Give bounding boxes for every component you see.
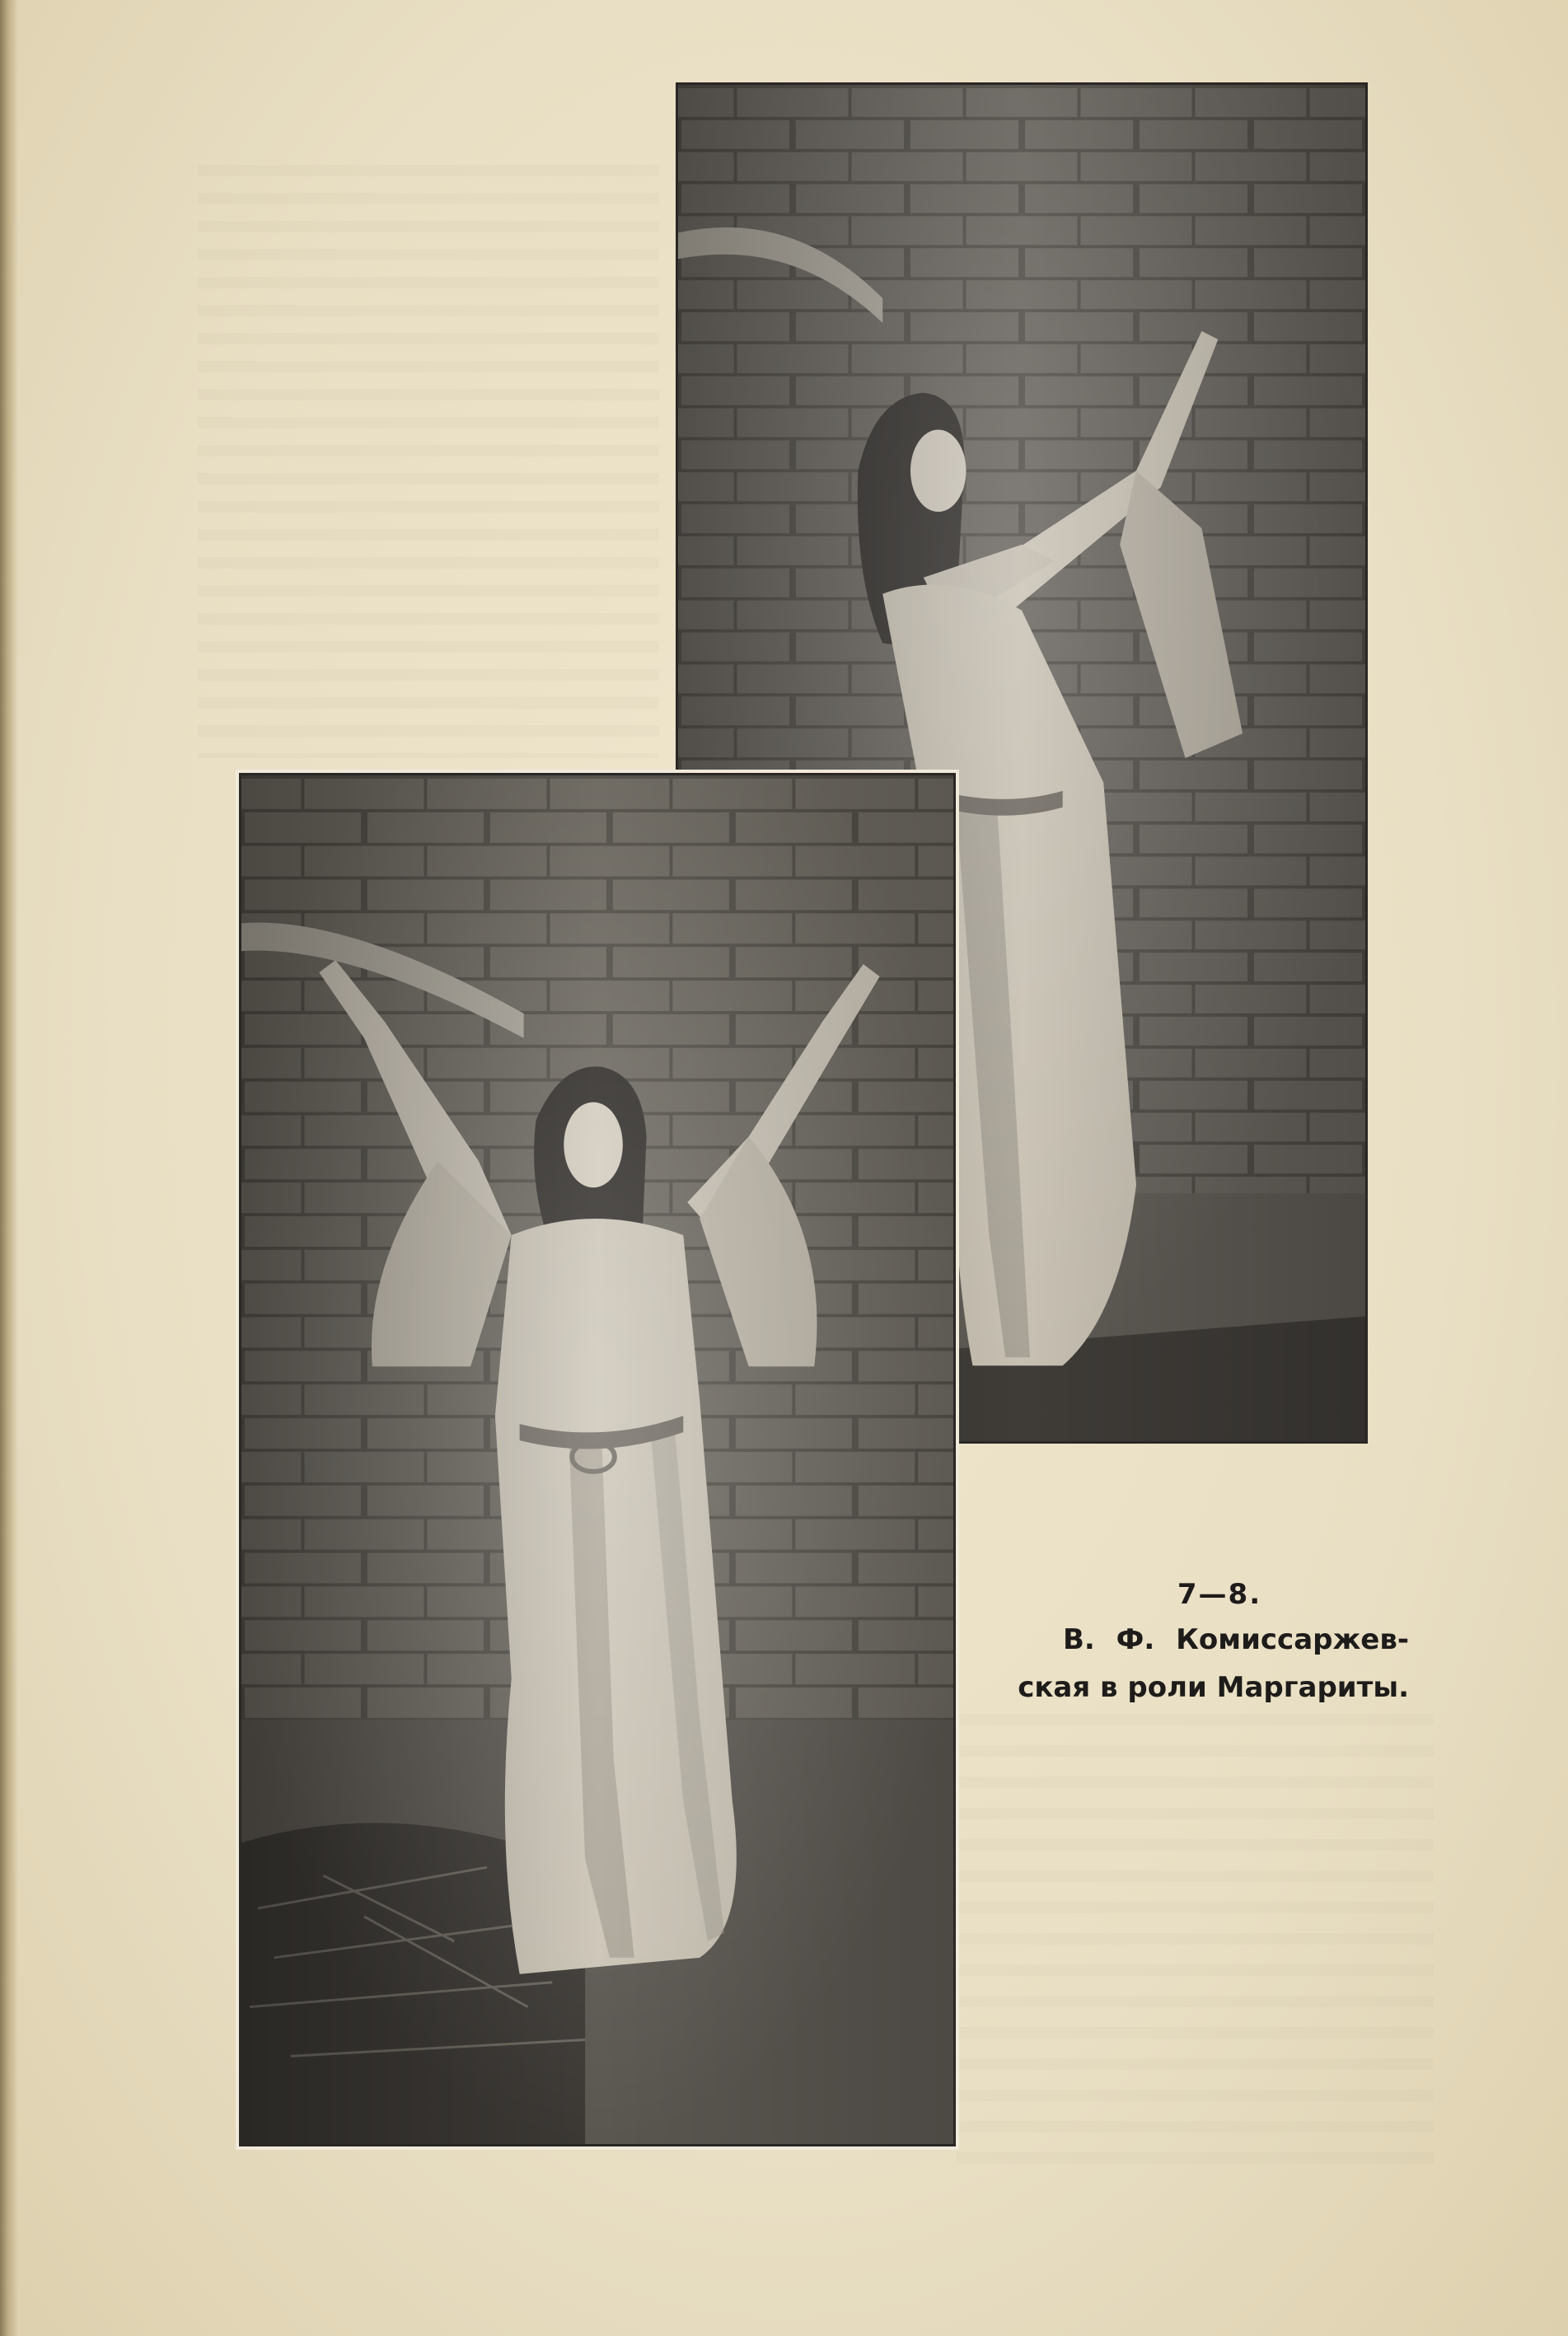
caption-line-1: В. Ф. Комиссаржев-: [1062, 1623, 1409, 1656]
bleed-through-text-top: [198, 165, 659, 758]
photo-lower-left: [239, 773, 956, 2146]
photo-lower-left-image: [241, 775, 953, 2144]
caption-figure-number: 7—8.: [1177, 1578, 1262, 1611]
figure-caption: [981, 1578, 1409, 1711]
book-spine-edge: [0, 0, 18, 2336]
caption-line-2: ская в роли Маргариты.: [1018, 1671, 1409, 1704]
bleed-through-text-bottom: [956, 1714, 1434, 2175]
